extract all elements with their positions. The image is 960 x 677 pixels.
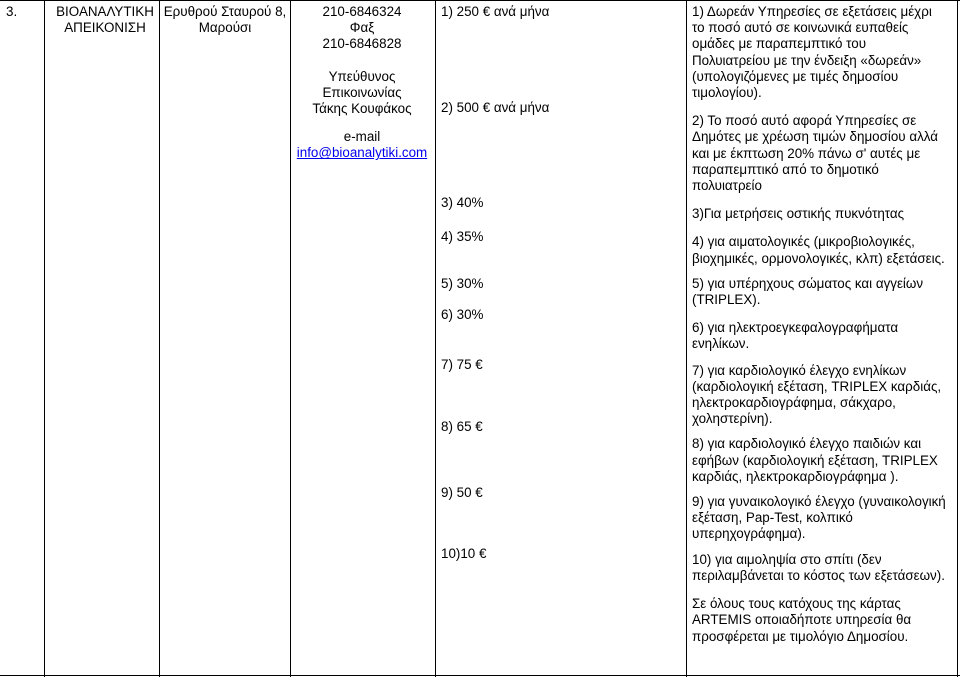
fax-label: Φαξ — [349, 20, 375, 36]
description-paragraph: 2) Το ποσό αυτό αφορά Υπηρεσίες σε Δημότες με χρέωση τιμών δημοσίου αλλά και με έκπτωση 20% πάνω σ' αυτές με παραπεμπτικό από το δημοτικό πολυιατρείο — [692, 113, 939, 194]
discount-item: 2) 500 € ανά μήνα — [441, 100, 550, 115]
column-divider — [290, 0, 291, 677]
description-paragraph: 6) για ηλεκτροεγκεφαλογραφήματα ενηλίκων. — [692, 320, 899, 352]
responsible-name: Τάκης Κουφάκος — [312, 101, 412, 117]
column-divider — [435, 0, 436, 677]
discount-item: 7) 75 € — [441, 357, 483, 372]
description-paragraph: Σε όλους τους κατόχους της κάρτας ARTEMIS οποιαδήποτε υπηρεσία θα προσφέρεται με τιμολόγιο Δημοσίου. — [692, 596, 912, 644]
row-number: 3. — [6, 4, 18, 19]
description-paragraph: 5) για υπέρηχους σώματος και αγγείων (TRIPLEX). — [692, 275, 924, 308]
email-label: e-mail — [343, 129, 381, 145]
description-paragraph: 9) για γυναικολογικό έλεγχο (γυναικολογική εξέταση, Pap-Test, κολπικό υπερηχογράφημα). — [692, 494, 946, 542]
description-paragraph: 1) Δωρεάν Υπηρεσίες σε εξετάσεις μέχρι το ποσό αυτό σε κοινωνικά ευπαθείς ομάδες με παραπεμπτικό του Πολυιατρείου με την ένδειξη «δωρεάν» (υπολογιζόμενες με τιμές δημοσίου τιμολογίου). — [692, 4, 932, 101]
provider-address: Ερυθρού Σταυρού 8, Μαρούσι — [163, 4, 287, 36]
email-link[interactable]: info@bioanalytiki.com — [296, 145, 428, 161]
description-paragraph: 8) για καρδιολογικό έλεγχο παιδιών και εφήβων (καρδιολογική εξέταση, TRIPLEX καρδιάς, ηλεκτροκαρδιογράφημα ). — [692, 436, 938, 484]
provider-name: ΒΙΟΑΝΑΛΥΤΙΚΗ ΑΠΕΙΚΟΝΙΣΗ — [56, 4, 154, 36]
phone-number: 210-6846324 — [322, 4, 402, 19]
description-paragraph: 3)Για μετρήσεις οστικής πυκνότητας — [692, 206, 905, 222]
column-divider — [44, 0, 45, 677]
column-divider — [159, 0, 160, 677]
description-paragraph: 7) για καρδιολογικό έλεγχο ενηλίκων (καρδιολογική εξέταση, TRIPLEX καρδιάς, ηλεκτροκαρδιογράφημα, σάκχαρο, χοληστερίνη). — [692, 362, 942, 427]
discount-item: 10)10 € — [441, 546, 487, 561]
discount-item: 9) 50 € — [441, 485, 483, 500]
description-paragraph: 4) για αιματολογικές (μικροβιολογικές, βιοχημικές, ορμονολογικές, κλπ) εξετάσεις. — [692, 234, 945, 266]
row-top-border — [0, 0, 960, 1]
discount-item: 3) 40% — [441, 195, 484, 210]
discount-item: 4) 35% — [441, 229, 484, 244]
discount-item: 1) 250 € ανά μήνα — [441, 4, 550, 19]
descriptions-cell — [692, 4, 958, 645]
row-bottom-border — [0, 675, 960, 676]
discount-item: 5) 30% — [441, 276, 484, 291]
contact-cell — [293, 4, 431, 162]
column-divider — [686, 0, 687, 677]
description-paragraph: 10) για αιμοληψία στο σπίτι (δεν περιλαμβάνεται το κόστος των εξετάσεων). — [692, 551, 945, 583]
responsible-label: Υπεύθυνος Επικοινωνίας — [322, 68, 402, 100]
discount-item: 8) 65 € — [441, 419, 483, 434]
discount-item: 6) 30% — [441, 307, 484, 322]
fax-number: 210-6846828 — [322, 36, 402, 52]
